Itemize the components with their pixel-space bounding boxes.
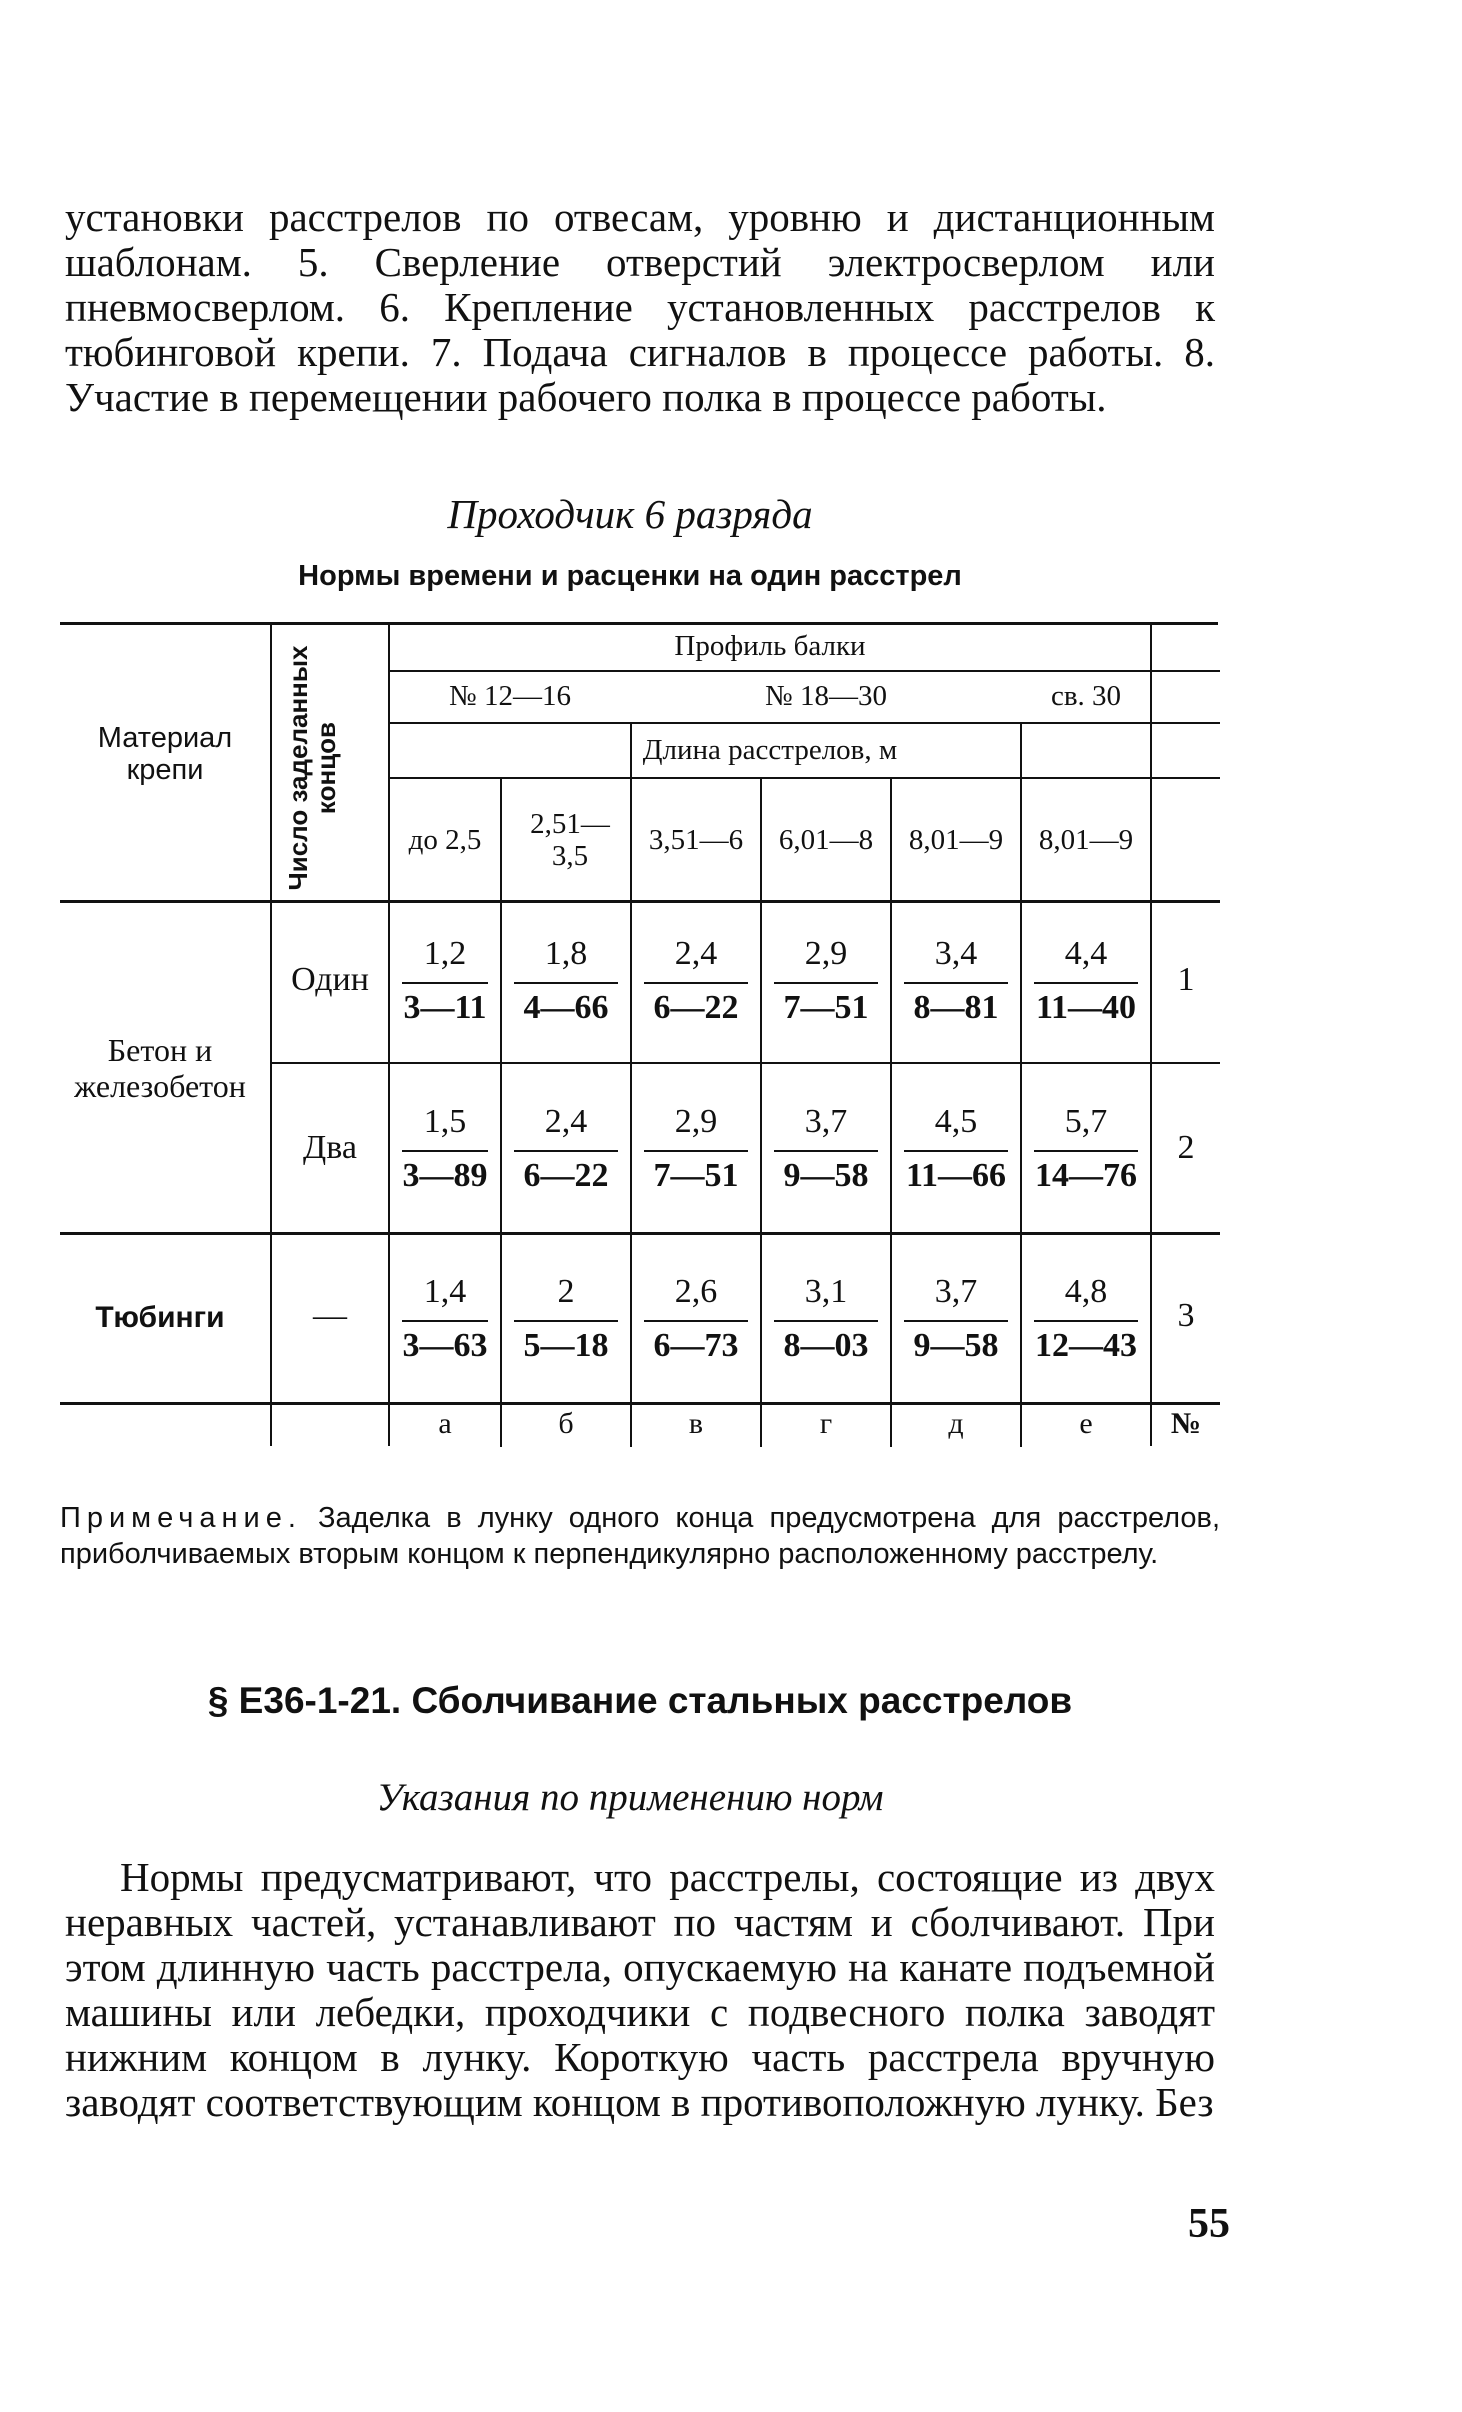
row-number-2: 2 [1177, 1129, 1195, 1166]
worker-heading: Проходчик 6 разряда [447, 491, 813, 537]
col-letter-b: б [558, 1407, 574, 1440]
time-norm: 4,8 [1064, 1273, 1108, 1310]
value-cell [762, 1100, 890, 1210]
fraction-bar [904, 1320, 1008, 1322]
material-concrete: Бетон и железобетон [74, 1032, 246, 1104]
fraction-bar [644, 1320, 748, 1322]
fraction-bar [514, 982, 618, 984]
time-norm: 1,2 [423, 935, 467, 972]
value-cell [632, 932, 760, 1042]
time-norm: 2 [557, 1273, 575, 1310]
row-number-3: 3 [1177, 1297, 1195, 1334]
header-profile-2: № 18—30 [765, 680, 887, 712]
price-rate: 9—58 [913, 1327, 999, 1364]
price-rate: 12—43 [1035, 1327, 1137, 1364]
header-profile-1: № 12—16 [449, 680, 571, 712]
price-rate: 5—18 [523, 1327, 609, 1364]
row-number-1: 1 [1177, 961, 1195, 998]
col-letter-e: д [948, 1407, 964, 1440]
fraction-bar [514, 1320, 618, 1322]
header-len-c: 3,51—6 [648, 824, 744, 856]
fraction-bar [402, 982, 488, 984]
fraction-bar [514, 1150, 618, 1152]
fraction-bar [402, 1150, 488, 1152]
time-norm: 4,4 [1064, 935, 1108, 972]
fraction-bar [644, 1150, 748, 1152]
value-cell [502, 1270, 630, 1380]
section-title: § Е36-1-21. Сболчивание стальных расстрелов [207, 1680, 1073, 1721]
time-norm: 3,4 [934, 935, 978, 972]
table-title: Нормы времени и расценки на один расстрел [298, 560, 962, 592]
fraction-bar [402, 1320, 488, 1322]
price-rate: 6—22 [653, 989, 739, 1026]
note-label: Примечание. [60, 1502, 302, 1534]
time-norm: 2,9 [804, 935, 848, 972]
value-cell [502, 932, 630, 1042]
header-len-a: до 2,5 [408, 824, 482, 856]
subsection-title: Указания по применению норм [376, 1776, 884, 1819]
fraction-bar [1034, 982, 1138, 984]
price-rate: 3—89 [402, 1157, 488, 1194]
value-cell [1022, 1270, 1150, 1380]
value-cell [892, 932, 1020, 1042]
intro-paragraph: установки расстрелов по отвесам, уровню и дистанционным шаблонам. 5. Сверление отверстий электросверлом или пневмосверлом. 6. Крепление установленных расстрелов к тюбинговой крепи. 7. Подача сигналов в процессе работы. 8. Участие в перемещении рабочего полка в процессе работы. [65, 194, 1215, 420]
rule-top [60, 622, 1218, 625]
value-cell [762, 932, 890, 1042]
header-length: Длина расстрелов, м [642, 734, 898, 766]
value-cell [390, 1270, 500, 1380]
col-letter-f: е [1079, 1407, 1093, 1440]
rule-length [390, 777, 1220, 779]
value-cell [502, 1100, 630, 1210]
price-rate: 4—66 [523, 989, 609, 1026]
note-text: Заделка в лунку одного конца предусмотрена для расстрелов, приболчиваемых вторым концом к перпендикулярно расположенному расстрелу. [60, 1502, 1220, 1570]
time-norm: 2,4 [544, 1103, 588, 1140]
rule-group [60, 1232, 1220, 1235]
time-norm: 3,1 [804, 1273, 848, 1310]
table-note [60, 1500, 1220, 1572]
page-number: 55 [1188, 2201, 1230, 2247]
col-letter-c: в [688, 1407, 704, 1440]
header-len-d: 6,01—8 [778, 824, 874, 856]
ends-none: — [313, 1297, 347, 1334]
value-cell [632, 1270, 760, 1380]
value-cell [1022, 1100, 1150, 1210]
header-len-f: 8,01—9 [1038, 824, 1134, 856]
header-ends: Число заделанных концов [283, 645, 341, 891]
price-rate: 3—63 [402, 1327, 488, 1364]
value-cell [762, 1270, 890, 1380]
value-cell [892, 1270, 1020, 1380]
time-norm: 2,9 [674, 1103, 718, 1140]
rule-body-bottom [60, 1402, 1220, 1405]
fraction-bar [774, 1320, 878, 1322]
fraction-bar [904, 982, 1008, 984]
header-len-e: 8,01—9 [908, 824, 1004, 856]
header-len-b: 2,51—3,5 [530, 808, 610, 872]
col-letter-a: а [438, 1407, 452, 1440]
value-cell [632, 1100, 760, 1210]
rule-profile [390, 670, 1220, 672]
value-cell [390, 1100, 500, 1210]
body-paragraph: Нормы предусматривают, что расстрелы, состоящие из двух неравных частей, устанавливают по частям и сболчивают. При этом длинную часть расстрела, опускаемую на канате подъемной машины или лебедки, проходчики с подвесного полка заводят нижним концом в лунку. Короткую часть расстрела вручную заводят соответствующим концом в противоположную лунку. Без [65, 1854, 1215, 2125]
value-cell [892, 1100, 1020, 1210]
rule-row1 [270, 1062, 1220, 1064]
price-rate: 6—22 [523, 1157, 609, 1194]
time-norm: 2,4 [674, 935, 718, 972]
rule-header-bottom [60, 900, 1220, 903]
price-rate: 7—51 [653, 1157, 739, 1194]
fraction-bar [774, 1150, 878, 1152]
col-letter-d: г [819, 1407, 833, 1440]
header-profile: Профиль балки [674, 630, 866, 662]
time-norm: 1,4 [423, 1273, 467, 1310]
col-number-label: № [1170, 1407, 1202, 1440]
fraction-bar [774, 982, 878, 984]
time-norm: 5,7 [1064, 1103, 1108, 1140]
value-cell [390, 932, 500, 1042]
rule-profiles [390, 722, 1220, 724]
time-norm: 3,7 [804, 1103, 848, 1140]
time-norm: 3,7 [934, 1273, 978, 1310]
price-rate: 8—03 [783, 1327, 869, 1364]
price-rate: 6—73 [653, 1327, 739, 1364]
ends-one: Один [291, 961, 369, 998]
time-norm: 1,8 [544, 935, 588, 972]
fraction-bar [1034, 1320, 1138, 1322]
time-norm: 1,5 [423, 1103, 467, 1140]
price-rate: 11—40 [1035, 989, 1137, 1026]
time-norm: 2,6 [674, 1273, 718, 1310]
header-profile-3: св. 30 [1050, 680, 1122, 712]
fraction-bar [1034, 1150, 1138, 1152]
fraction-bar [644, 982, 748, 984]
material-tubing: Тюбинги [95, 1301, 225, 1334]
ends-two: Два [303, 1129, 357, 1166]
price-rate: 9—58 [783, 1157, 869, 1194]
price-rate: 8—81 [913, 989, 999, 1026]
price-rate: 3—11 [403, 989, 487, 1026]
value-cell [1022, 932, 1150, 1042]
time-norm: 4,5 [934, 1103, 978, 1140]
header-material: Материал крепи [97, 722, 233, 786]
price-rate: 14—76 [1035, 1157, 1137, 1194]
price-rate: 7—51 [783, 989, 869, 1026]
fraction-bar [904, 1150, 1008, 1152]
norms-table [60, 612, 1220, 1447]
price-rate: 11—66 [905, 1157, 1007, 1194]
